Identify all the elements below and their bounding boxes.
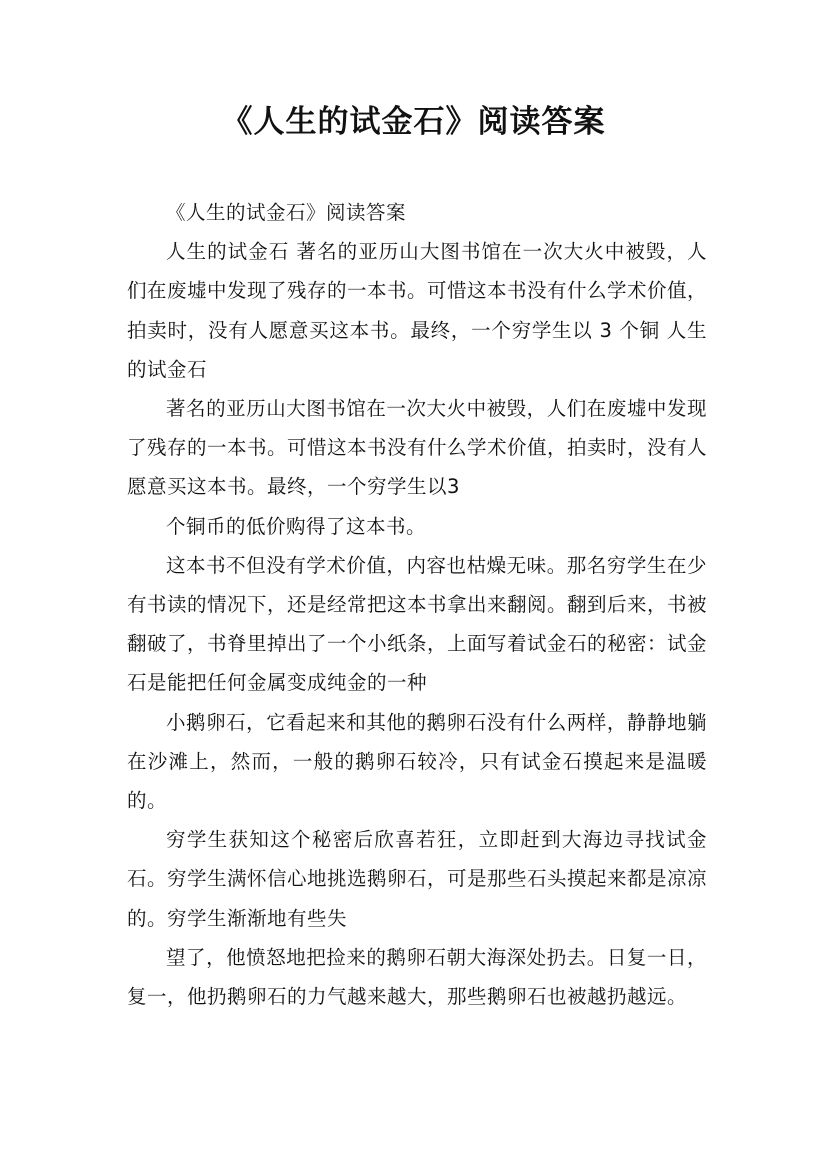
paragraph: 个铜币的低价购得了这本书。 [166, 514, 427, 538]
paragraph: 望了，他愤怒地把捡来的鹅卵石朝大海深处扔去。日复一日，复一，他扔鹅卵石的力气越来越大，那些鹅卵石也被越扔越远。 [127, 945, 707, 1009]
document-body [127, 193, 707, 1016]
document-title: 《人生的试金石》阅读答案 [221, 104, 606, 140]
paragraph: 著名的亚历山大图书馆在一次大火中被毁，人们在废墟中发现了残存的一本书。可惜这本书没有什么学术价值，拍卖时，没有人愿意买这本书。最终，一个穷学生以3 [127, 397, 708, 499]
paragraph: 人生的试金石 著名的亚历山大图书馆在一次大火中被毁，人们在废墟中发现了残存的一本书。可惜这本书没有什么学术价值，拍卖时，没有人愿意买这本书。最终，一个穷学生以 3 个铜 人生的试金石 [127, 240, 708, 381]
paragraph: 小鹅卵石，它看起来和其他的鹅卵石没有什么两样，静静地躺在沙滩上，然而，一般的鹅卵石较冷，只有试金石摸起来是温暖的。 [127, 710, 707, 813]
paragraph: 穷学生获知这个秘密后欣喜若狂，立即赶到大海边寻找试金石。穷学生满怀信心地挑选鹅卵石，可是那些石头摸起来都是凉凉的。穷学生渐渐地有些失 [127, 828, 708, 930]
paragraph-subtitle: 《人生的试金石》阅读答案 [166, 201, 407, 224]
paragraph: 这本书不但没有学术价值，内容也枯燥无味。那名穷学生在少有书读的情况下，还是经常把这本书拿出来翻阅。翻到后来，书被翻破了，书脊里掉出了一个小纸条，上面写着试金石的秘密：试金石是能把任何金属变成纯金的一种 [127, 553, 708, 695]
